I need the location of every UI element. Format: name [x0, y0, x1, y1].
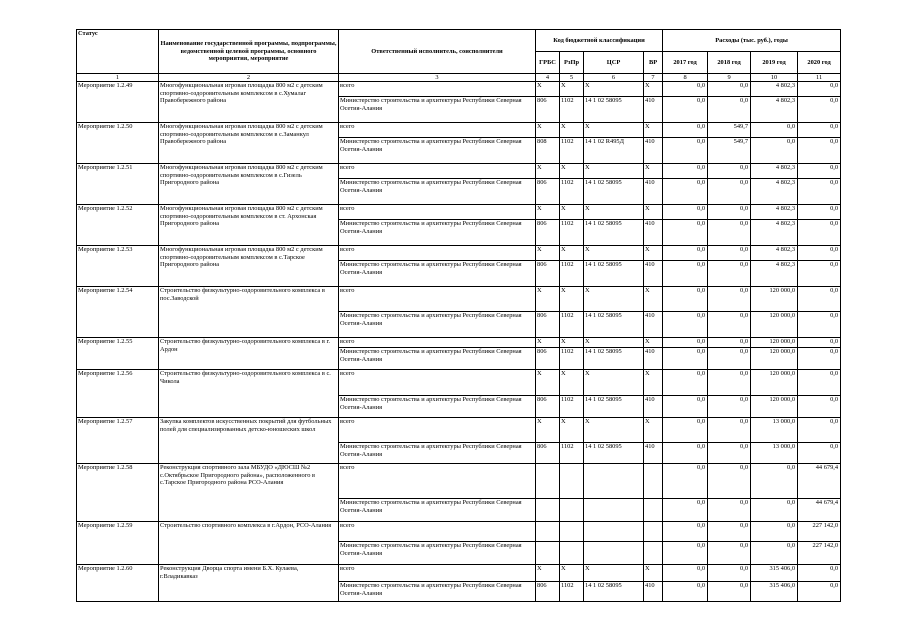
- expense-2019-cell: 0,0: [751, 464, 798, 499]
- expense-2017-cell: 0,0: [663, 97, 708, 123]
- header-year-2019: 2019 год: [751, 52, 798, 74]
- csr-cell: 14 1 02 58095: [584, 582, 644, 602]
- expense-2020-cell: 44 679,4: [798, 464, 841, 499]
- header-grbs: ГРБС: [536, 52, 560, 74]
- status-cell: Мероприятие 1.2.58: [77, 464, 159, 522]
- expense-2019-cell: 0,0: [751, 542, 798, 565]
- expense-2019-cell: 120 000,0: [751, 370, 798, 396]
- rzpr-cell: 1102: [560, 443, 584, 464]
- expense-2020-cell: 227 142,0: [798, 522, 841, 542]
- grbs-cell: X: [536, 246, 560, 261]
- responsible-cell: всего: [339, 123, 536, 138]
- responsible-cell: всего: [339, 565, 536, 582]
- expense-2017-cell: 0,0: [663, 499, 708, 522]
- expense-2018-cell: 0,0: [708, 338, 751, 348]
- csr-cell: X: [584, 370, 644, 396]
- csr-cell: X: [584, 82, 644, 97]
- expense-2017-cell: 0,0: [663, 565, 708, 582]
- header-name: Наименование государственной программы, подпрограммы, ведомственной целевой программы, основного мероприятия, мероприятие: [159, 30, 339, 74]
- grbs-cell: X: [536, 82, 560, 97]
- expense-2018-cell: 0,0: [708, 396, 751, 418]
- header-vr: ВР: [644, 52, 663, 74]
- column-number: 3: [339, 74, 536, 82]
- column-number: 10: [751, 74, 798, 82]
- csr-cell: 14 1 02 58095: [584, 97, 644, 123]
- expense-2020-cell: 0,0: [798, 261, 841, 287]
- vr-cell: [644, 542, 663, 565]
- responsible-cell: Министерство строительства и архитектуры Республики Северная Осетия-Алания: [339, 220, 536, 246]
- table-row: [77, 82, 841, 97]
- responsible-cell: всего: [339, 418, 536, 443]
- header-responsible: Ответственный исполнитель, соисполнители: [339, 30, 536, 74]
- expense-2017-cell: 0,0: [663, 82, 708, 97]
- grbs-cell: [536, 542, 560, 565]
- rzpr-cell: 1102: [560, 261, 584, 287]
- header-expenses: Расходы (тыс. руб.), годы: [663, 30, 841, 52]
- column-number: 1: [77, 74, 159, 82]
- header-year-2017: 2017 год: [663, 52, 708, 74]
- expense-2019-cell: 120 000,0: [751, 396, 798, 418]
- expense-2017-cell: 0,0: [663, 246, 708, 261]
- expense-2018-cell: 0,0: [708, 287, 751, 312]
- expense-2017-cell: 0,0: [663, 287, 708, 312]
- expense-2018-cell: 0,0: [708, 542, 751, 565]
- expense-2018-cell: 0,0: [708, 246, 751, 261]
- vr-cell: 410: [644, 97, 663, 123]
- status-cell: Мероприятие 1.2.49: [77, 82, 159, 123]
- expense-2018-cell: 0,0: [708, 164, 751, 179]
- activity-name-cell: Строительство физкультурно-оздоровительного комплекса в г. Ардон: [159, 338, 339, 370]
- status-cell: Мероприятие 1.2.52: [77, 205, 159, 246]
- status-cell: Мероприятие 1.2.56: [77, 370, 159, 418]
- vr-cell: [644, 499, 663, 522]
- vr-cell: 410: [644, 220, 663, 246]
- vr-cell: X: [644, 370, 663, 396]
- activity-name-cell: Многофункциональная игровая площадка 800 м2 с детским спортивно-оздоровительным комплексом в с.Гизель Пригородного района: [159, 164, 339, 205]
- responsible-cell: всего: [339, 164, 536, 179]
- grbs-cell: 806: [536, 443, 560, 464]
- activity-name-cell: Многофункциональная игровая площадка 800 м2 с детским спортивно-оздоровительным комплексом в с.Хумалаг Правобережного района: [159, 82, 339, 123]
- grbs-cell: X: [536, 164, 560, 179]
- expense-2018-cell: 0,0: [708, 179, 751, 205]
- rzpr-cell: 1102: [560, 396, 584, 418]
- expense-2018-cell: 0,0: [708, 522, 751, 542]
- expense-2020-cell: 0,0: [798, 338, 841, 348]
- expense-2019-cell: 120 000,0: [751, 338, 798, 348]
- expense-2018-cell: 0,0: [708, 418, 751, 443]
- vr-cell: X: [644, 164, 663, 179]
- responsible-cell: всего: [339, 287, 536, 312]
- expense-2019-cell: 120 000,0: [751, 287, 798, 312]
- table-row: [77, 338, 841, 348]
- responsible-cell: Министерство строительства и архитектуры Республики Северная Осетия-Алания: [339, 348, 536, 370]
- status-cell: Мероприятие 1.2.60: [77, 565, 159, 602]
- table-row: [77, 464, 841, 499]
- expense-2019-cell: 315 406,0: [751, 565, 798, 582]
- expense-2017-cell: 0,0: [663, 418, 708, 443]
- status-cell: Мероприятие 1.2.50: [77, 123, 159, 164]
- grbs-cell: 806: [536, 220, 560, 246]
- csr-cell: 14 1 02 58095: [584, 312, 644, 338]
- table-row: [77, 123, 841, 138]
- expense-2018-cell: 0,0: [708, 82, 751, 97]
- rzpr-cell: 1102: [560, 312, 584, 338]
- vr-cell: 410: [644, 396, 663, 418]
- responsible-cell: всего: [339, 522, 536, 542]
- expense-2020-cell: 0,0: [798, 123, 841, 138]
- expense-2020-cell: 0,0: [798, 179, 841, 205]
- vr-cell: 410: [644, 348, 663, 370]
- budget-table: [76, 29, 841, 602]
- vr-cell: [644, 464, 663, 499]
- expense-2018-cell: 0,0: [708, 97, 751, 123]
- expense-2019-cell: 4 802,3: [751, 97, 798, 123]
- expense-2020-cell: 227 142,0: [798, 542, 841, 565]
- vr-cell: 410: [644, 582, 663, 602]
- vr-cell: X: [644, 82, 663, 97]
- activity-name-cell: Строительство спортивного комплекса в г.Ардон, РСО-Алания: [159, 522, 339, 565]
- expense-2020-cell: 0,0: [798, 565, 841, 582]
- expense-2017-cell: 0,0: [663, 338, 708, 348]
- csr-cell: X: [584, 164, 644, 179]
- status-cell: Мероприятие 1.2.51: [77, 164, 159, 205]
- expense-2018-cell: 0,0: [708, 565, 751, 582]
- csr-cell: 14 1 02 58095: [584, 179, 644, 205]
- expense-2020-cell: 0,0: [798, 370, 841, 396]
- table-row: [77, 370, 841, 396]
- csr-cell: X: [584, 287, 644, 312]
- expense-2017-cell: 0,0: [663, 312, 708, 338]
- column-number: 4: [536, 74, 560, 82]
- table-row: [77, 565, 841, 582]
- grbs-cell: X: [536, 205, 560, 220]
- expense-2018-cell: 0,0: [708, 499, 751, 522]
- grbs-cell: X: [536, 338, 560, 348]
- expense-2020-cell: 0,0: [798, 246, 841, 261]
- grbs-cell: 806: [536, 348, 560, 370]
- activity-name-cell: Строительство физкультурно-оздоровительного комплекса в пос.Заводской: [159, 287, 339, 338]
- rzpr-cell: X: [560, 246, 584, 261]
- expense-2019-cell: 0,0: [751, 123, 798, 138]
- expense-2019-cell: 120 000,0: [751, 312, 798, 338]
- expense-2019-cell: 13 000,0: [751, 443, 798, 464]
- responsible-cell: Министерство строительства и архитектуры Республики Северная Осетия-Алания: [339, 542, 536, 565]
- header-csr: ЦСР: [584, 52, 644, 74]
- vr-cell: X: [644, 287, 663, 312]
- rzpr-cell: 1102: [560, 138, 584, 164]
- grbs-cell: 806: [536, 179, 560, 205]
- grbs-cell: [536, 464, 560, 499]
- csr-cell: 14 1 02 R495Д: [584, 138, 644, 164]
- csr-cell: X: [584, 246, 644, 261]
- responsible-cell: всего: [339, 205, 536, 220]
- csr-cell: X: [584, 338, 644, 348]
- expense-2020-cell: 0,0: [798, 97, 841, 123]
- rzpr-cell: 1102: [560, 220, 584, 246]
- vr-cell: [644, 522, 663, 542]
- expense-2020-cell: 0,0: [798, 287, 841, 312]
- expense-2018-cell: 549,7: [708, 138, 751, 164]
- expense-2017-cell: 0,0: [663, 396, 708, 418]
- csr-cell: 14 1 02 58095: [584, 443, 644, 464]
- rzpr-cell: X: [560, 418, 584, 443]
- rzpr-cell: [560, 542, 584, 565]
- responsible-cell: всего: [339, 82, 536, 97]
- rzpr-cell: X: [560, 287, 584, 312]
- rzpr-cell: X: [560, 565, 584, 582]
- activity-name-cell: Многофункциональная игровая площадка 800 м2 с детским спортивно-оздоровительным комплексом в с.Тарское Пригородного района: [159, 246, 339, 287]
- activity-name-cell: Реконструкция Дворца спорта имени Б.Х. Кулаева, г.Владикавказ: [159, 565, 339, 602]
- rzpr-cell: 1102: [560, 582, 584, 602]
- expense-2017-cell: 0,0: [663, 164, 708, 179]
- table-row: [77, 205, 841, 220]
- column-number: 7: [644, 74, 663, 82]
- csr-cell: X: [584, 123, 644, 138]
- expense-2017-cell: 0,0: [663, 261, 708, 287]
- rzpr-cell: 1102: [560, 348, 584, 370]
- table-row: [77, 522, 841, 542]
- header-rzpr: РзПр: [560, 52, 584, 74]
- responsible-cell: Министерство строительства и архитектуры Республики Северная Осетия-Алания: [339, 443, 536, 464]
- rzpr-cell: [560, 522, 584, 542]
- column-number: 8: [663, 74, 708, 82]
- expense-2017-cell: 0,0: [663, 220, 708, 246]
- rzpr-cell: [560, 499, 584, 522]
- vr-cell: 410: [644, 312, 663, 338]
- header-year-2018: 2018 год: [708, 52, 751, 74]
- responsible-cell: Министерство строительства и архитектуры Республики Северная Осетия-Алания: [339, 499, 536, 522]
- rzpr-cell: 1102: [560, 179, 584, 205]
- expense-2020-cell: 0,0: [798, 205, 841, 220]
- rzpr-cell: X: [560, 338, 584, 348]
- column-number: 5: [560, 74, 584, 82]
- csr-cell: 14 1 02 58095: [584, 261, 644, 287]
- responsible-cell: всего: [339, 370, 536, 396]
- csr-cell: 14 1 02 58095: [584, 348, 644, 370]
- responsible-cell: Министерство строительства и архитектуры Республики Северная Осетия-Алания: [339, 261, 536, 287]
- expense-2019-cell: 0,0: [751, 522, 798, 542]
- csr-cell: X: [584, 418, 644, 443]
- header-year-2020: 2020 год: [798, 52, 841, 74]
- rzpr-cell: X: [560, 82, 584, 97]
- grbs-cell: X: [536, 287, 560, 312]
- status-cell: Мероприятие 1.2.53: [77, 246, 159, 287]
- activity-name-cell: Многофункциональная игровая площадка 800 м2 с детским спортивно-оздоровительным комплексом в с.Заманкул Правобережного района: [159, 123, 339, 164]
- vr-cell: X: [644, 123, 663, 138]
- rzpr-cell: X: [560, 123, 584, 138]
- status-cell: Мероприятие 1.2.59: [77, 522, 159, 565]
- table-row: [77, 164, 841, 179]
- status-cell: Мероприятие 1.2.55: [77, 338, 159, 370]
- expense-2020-cell: 0,0: [798, 164, 841, 179]
- vr-cell: X: [644, 338, 663, 348]
- expense-2017-cell: 0,0: [663, 123, 708, 138]
- column-number: 9: [708, 74, 751, 82]
- grbs-cell: 806: [536, 97, 560, 123]
- expense-2017-cell: 0,0: [663, 138, 708, 164]
- expense-2018-cell: 0,0: [708, 464, 751, 499]
- expense-2018-cell: 0,0: [708, 370, 751, 396]
- activity-name-cell: Закупка комплектов искусственных покрытий для футбольных полей для специализированных детско-юношеских школ: [159, 418, 339, 464]
- expense-2018-cell: 0,0: [708, 261, 751, 287]
- expense-2017-cell: 0,0: [663, 582, 708, 602]
- header-kbk: Код бюджетной классификации: [536, 30, 663, 52]
- expense-2018-cell: 0,0: [708, 205, 751, 220]
- expense-2017-cell: 0,0: [663, 542, 708, 565]
- expense-2020-cell: 0,0: [798, 138, 841, 164]
- grbs-cell: 806: [536, 396, 560, 418]
- csr-cell: 14 1 02 58095: [584, 220, 644, 246]
- responsible-cell: всего: [339, 338, 536, 348]
- responsible-cell: всего: [339, 246, 536, 261]
- grbs-cell: [536, 499, 560, 522]
- csr-cell: X: [584, 565, 644, 582]
- table-row: [77, 418, 841, 443]
- csr-cell: [584, 464, 644, 499]
- expense-2020-cell: 44 679,4: [798, 499, 841, 522]
- expense-2018-cell: 549,7: [708, 123, 751, 138]
- column-number: 6: [584, 74, 644, 82]
- csr-cell: X: [584, 205, 644, 220]
- table-row: [77, 246, 841, 261]
- vr-cell: X: [644, 205, 663, 220]
- rzpr-cell: X: [560, 205, 584, 220]
- expense-2018-cell: 0,0: [708, 582, 751, 602]
- grbs-cell: X: [536, 123, 560, 138]
- vr-cell: 410: [644, 179, 663, 205]
- expense-2018-cell: 0,0: [708, 220, 751, 246]
- rzpr-cell: 1102: [560, 97, 584, 123]
- vr-cell: 410: [644, 443, 663, 464]
- expense-2020-cell: 0,0: [798, 443, 841, 464]
- expense-2018-cell: 0,0: [708, 348, 751, 370]
- expense-2019-cell: 0,0: [751, 138, 798, 164]
- grbs-cell: X: [536, 565, 560, 582]
- grbs-cell: X: [536, 418, 560, 443]
- vr-cell: X: [644, 565, 663, 582]
- status-cell: Мероприятие 1.2.54: [77, 287, 159, 338]
- grbs-cell: 806: [536, 261, 560, 287]
- expense-2020-cell: 0,0: [798, 418, 841, 443]
- expense-2019-cell: 4 802,3: [751, 220, 798, 246]
- responsible-cell: Министерство строительства и архитектуры Республики Северная Осетия-Алания: [339, 138, 536, 164]
- rzpr-cell: X: [560, 164, 584, 179]
- expense-2019-cell: 4 802,3: [751, 246, 798, 261]
- csr-cell: [584, 499, 644, 522]
- expense-2017-cell: 0,0: [663, 443, 708, 464]
- rzpr-cell: [560, 464, 584, 499]
- expense-2019-cell: 120 000,0: [751, 348, 798, 370]
- grbs-cell: 808: [536, 138, 560, 164]
- expense-2020-cell: 0,0: [798, 348, 841, 370]
- vr-cell: 410: [644, 138, 663, 164]
- responsible-cell: Министерство строительства и архитектуры Республики Северная Осетия-Алания: [339, 179, 536, 205]
- vr-cell: X: [644, 418, 663, 443]
- expense-2017-cell: 0,0: [663, 179, 708, 205]
- expense-2017-cell: 0,0: [663, 348, 708, 370]
- grbs-cell: 806: [536, 312, 560, 338]
- activity-name-cell: Многофункциональная игровая площадка 800 м2 с детским спортивно-оздоровительным комплексом в ст. Архонская Пригородного района: [159, 205, 339, 246]
- expense-2020-cell: 0,0: [798, 396, 841, 418]
- table-row: [77, 287, 841, 312]
- header-status: Статус: [77, 30, 159, 74]
- column-number: 11: [798, 74, 841, 82]
- expense-2018-cell: 0,0: [708, 312, 751, 338]
- expense-2019-cell: 4 802,3: [751, 205, 798, 220]
- vr-cell: X: [644, 246, 663, 261]
- responsible-cell: Министерство строительства и архитектуры Республики Северная Осетия-Алания: [339, 97, 536, 123]
- expense-2019-cell: 13 000,0: [751, 418, 798, 443]
- grbs-cell: [536, 522, 560, 542]
- expense-2017-cell: 0,0: [663, 522, 708, 542]
- csr-cell: [584, 522, 644, 542]
- activity-name-cell: Строительство физкультурно-оздоровительного комплекса в с. Чикола: [159, 370, 339, 418]
- csr-cell: 14 1 02 58095: [584, 396, 644, 418]
- grbs-cell: X: [536, 370, 560, 396]
- grbs-cell: 806: [536, 582, 560, 602]
- expense-2019-cell: 0,0: [751, 499, 798, 522]
- column-number: 2: [159, 74, 339, 82]
- expense-2020-cell: 0,0: [798, 220, 841, 246]
- expense-2019-cell: 4 802,3: [751, 82, 798, 97]
- status-cell: Мероприятие 1.2.57: [77, 418, 159, 464]
- expense-2017-cell: 0,0: [663, 464, 708, 499]
- expense-2020-cell: 0,0: [798, 582, 841, 602]
- responsible-cell: Министерство строительства и архитектуры Республики Северная Осетия-Алания: [339, 312, 536, 338]
- responsible-cell: Министерство строительства и архитектуры Республики Северная Осетия-Алания: [339, 396, 536, 418]
- responsible-cell: Министерство строительства и архитектуры Республики Северная Осетия-Алания: [339, 582, 536, 602]
- responsible-cell: всего: [339, 464, 536, 499]
- vr-cell: 410: [644, 261, 663, 287]
- rzpr-cell: X: [560, 370, 584, 396]
- expense-2019-cell: 4 802,3: [751, 179, 798, 205]
- expense-2019-cell: 4 802,3: [751, 261, 798, 287]
- expense-2018-cell: 0,0: [708, 443, 751, 464]
- csr-cell: [584, 542, 644, 565]
- expense-2019-cell: 4 802,3: [751, 164, 798, 179]
- expense-2017-cell: 0,0: [663, 205, 708, 220]
- expense-2017-cell: 0,0: [663, 370, 708, 396]
- expense-2020-cell: 0,0: [798, 82, 841, 97]
- column-number-row: [77, 74, 841, 82]
- expense-2020-cell: 0,0: [798, 312, 841, 338]
- activity-name-cell: Реконструкция спортивного зала МБУДО «ДЮСШ №2 с.Октябрьское Пригородного района», расположенного в с.Тарское Пригородного района РСО-Алания: [159, 464, 339, 522]
- expense-2019-cell: 315 406,0: [751, 582, 798, 602]
